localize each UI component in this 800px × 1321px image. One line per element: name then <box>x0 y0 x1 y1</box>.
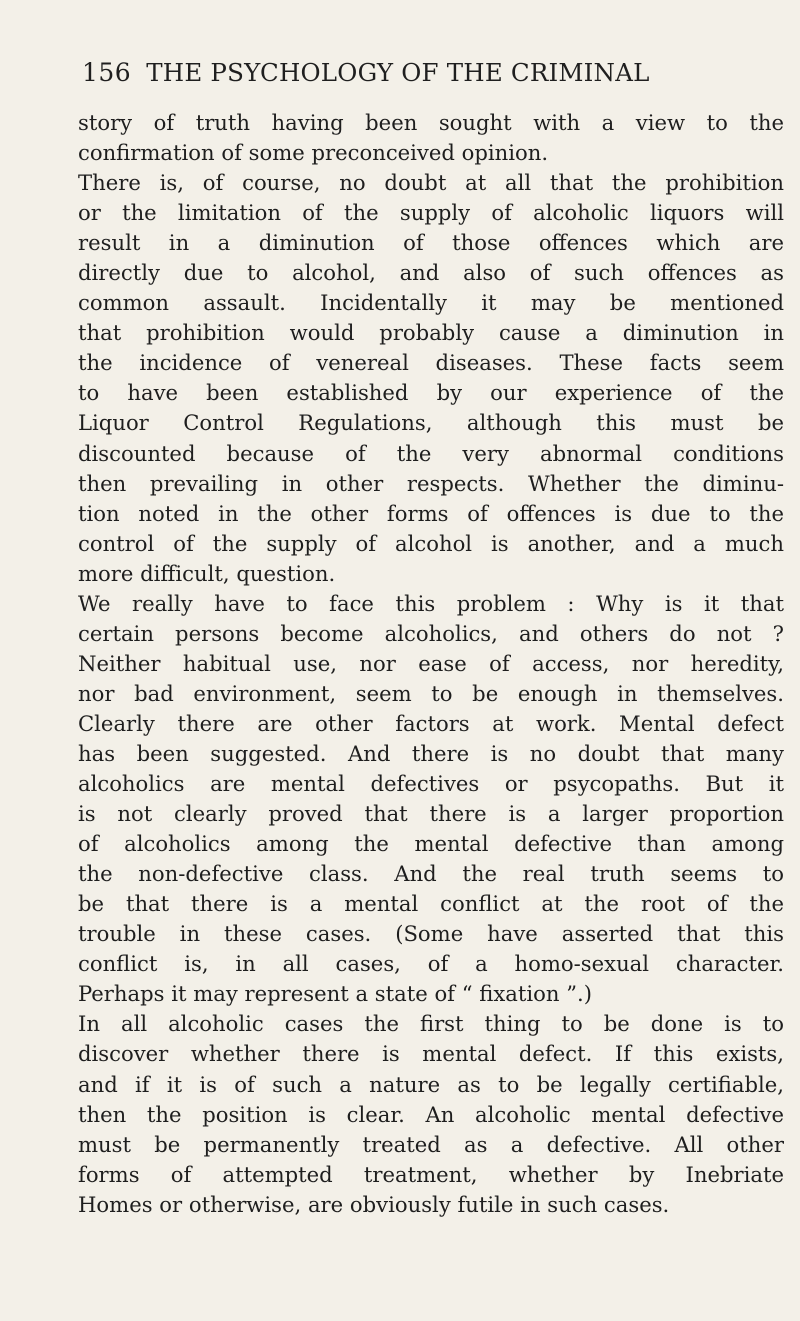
text-line: or the limitation of the supply of alcoholic liquors will <box>78 200 784 226</box>
text-line: nor bad environment, seem to be enough in themselves. <box>78 680 784 706</box>
text-line: Neither habitual use, nor ease of access, nor heredity, <box>78 650 784 676</box>
text-line: must be permanently treated as a defective. All other <box>78 1131 784 1157</box>
text-line: Homes or otherwise, are obviously futile in such cases. <box>78 1191 670 1217</box>
text-line: more difficult, question. <box>78 560 336 586</box>
text-line: and if it is of such a nature as to be legally certifiable, <box>78 1071 784 1097</box>
text-line: confirmation of some preconceived opinion. <box>78 140 549 166</box>
text-line: In all alcoholic cases the first thing to be done is to <box>78 1011 784 1037</box>
running-title: THE PSYCHOLOGY OF THE CRIMINAL <box>146 58 650 87</box>
text-line: Perhaps it may represent a state of “ fixation ”.) <box>78 981 592 1007</box>
page-header <box>82 58 784 87</box>
text-line: discounted because of the very abnormal conditions <box>78 440 784 466</box>
text-line: the incidence of venereal diseases. These facts seem <box>78 350 784 376</box>
text-line: has been suggested. And there is no doubt that many <box>78 740 784 766</box>
text-line: story of truth having been sought with a view to the <box>78 110 784 135</box>
text-line: control of the supply of alcohol is another, and a much <box>78 530 784 556</box>
text-line: conflict is, in all cases, of a homo-sexual character. <box>78 951 784 977</box>
text-line: that prohibition would probably cause a diminution in <box>78 320 784 346</box>
text-line: directly due to alcohol, and also of such offences as <box>78 260 784 286</box>
text-line: There is, of course, no doubt at all that the prohibition <box>78 170 784 196</box>
text-line: then prevailing in other respects. Whether the diminu- <box>78 470 784 496</box>
text-line: alcoholics are mental defectives or psycopaths. But it <box>78 771 784 797</box>
text-line: discover whether there is mental defect. If this exists, <box>78 1041 784 1067</box>
text-line: tion noted in the other forms of offences is due to the <box>78 500 784 526</box>
text-line: be that there is a mental conflict at the root of the <box>78 891 784 917</box>
text-line: Liquor Control Regulations, although this must be <box>78 410 784 436</box>
text-line: of alcoholics among the mental defective than among <box>78 831 784 857</box>
page-number: 156 <box>82 58 132 87</box>
text-line: common assault. Incidentally it may be mentioned <box>78 290 784 316</box>
text-line: result in a diminution of those offences which are <box>78 230 784 256</box>
text-line: We really have to face this problem : Why is it that <box>78 590 784 616</box>
text-line: Clearly there are other factors at work. Mental defect <box>78 710 784 736</box>
text-line: to have been established by our experience of the <box>78 380 784 406</box>
text-line: is not clearly proved that there is a larger proportion <box>78 801 784 827</box>
text-line: the non-defective class. And the real truth seems to <box>78 861 784 887</box>
text-line: trouble in these cases. (Some have asserted that this <box>78 921 784 947</box>
text-line: then the position is clear. An alcoholic mental defective <box>78 1101 784 1127</box>
text-line: forms of attempted treatment, whether by Inebriate <box>78 1161 784 1187</box>
text-line: certain persons become alcoholics, and others do not ? <box>78 620 784 646</box>
body-text <box>78 108 784 1220</box>
